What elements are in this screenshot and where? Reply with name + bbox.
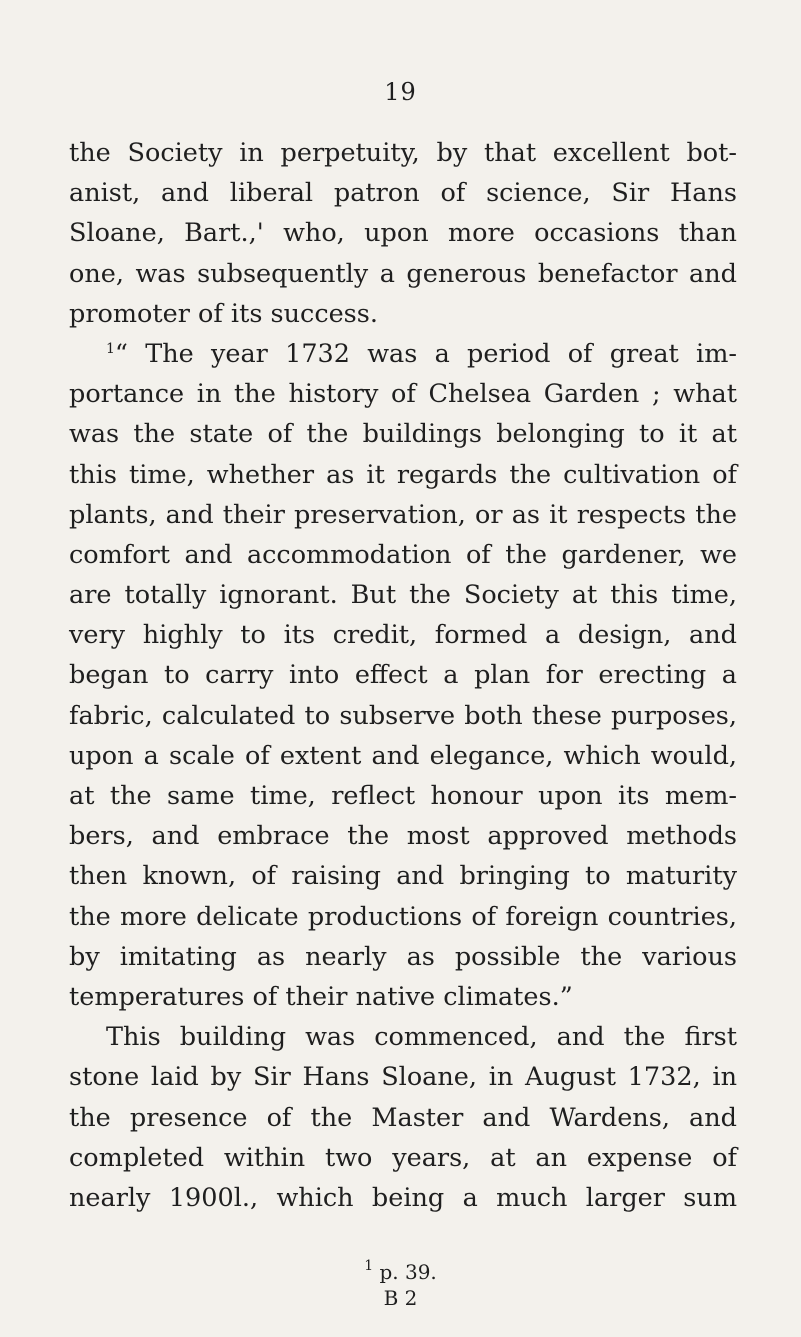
quote-line: at the same time, reflect honour upon its mem- [69,781,737,811]
quote-line: bers, and embrace the most approved methods [69,821,737,852]
quote-line: fabric, calculated to subserve both these purposes, [69,700,737,731]
text-line: the Society in perpetuity, by that excellent bot- [69,138,737,168]
text-line: This building was commenced, and the first [106,1022,737,1053]
quote-line: was the state of the buildings belonging to it at [69,419,737,450]
body-text [69,133,737,1218]
text-line: the presence of the Master and Wardens, and [69,1102,737,1133]
footnote [0,1258,801,1286]
footnote-marker: 1 [364,1258,374,1274]
text-line: Sloane, Bart.,' who, upon more occasions than [69,218,737,249]
quote-line: this time, whether as it regards the cultivation of [69,459,737,490]
quote-line: portance in the history of Chelsea Garden ; what [69,379,737,410]
quote-line: the more delicate productions of foreign countries, [69,901,737,932]
text-line: completed within two years, at an expense of [69,1142,737,1173]
signature-mark: B 2 [383,1286,418,1310]
quote-line: very highly to its credit, formed a design, and [69,620,737,651]
text-line: anist, and liberal patron of science, Sir Hans [69,178,737,209]
page-number: 19 [384,78,417,106]
text-line: one, was subsequently a generous benefactor and [69,258,737,289]
quote-line-first [69,334,737,374]
quote-line: by imitating as nearly as possible the various [69,941,737,972]
quote-line: began to carry into effect a plan for erecting a [69,660,737,691]
quote-line: comfort and accommodation of the gardener, we [69,539,737,570]
text-line: stone laid by Sir Hans Sloane, in August 1732, in [69,1062,737,1093]
quote-line: temperatures of their native climates.” [69,981,573,1012]
quote-line: then known, of raising and bringing to maturity [69,861,737,892]
footnote-text: p. 39. [379,1260,437,1284]
quote-line: are totally ignorant. But the Society at this time, [69,580,737,611]
text-line: promoter of its success. [69,298,378,329]
quote-line: plants, and their preservation, or as it respects the [69,499,737,530]
text-line: nearly 1900l., which being a much larger sum [69,1182,737,1213]
footnote-reference: 1 [106,340,115,357]
quote-line: upon a scale of extent and elegance, which would, [69,740,737,771]
quote-text: “ The year 1732 was a period of great im- [114,338,737,369]
